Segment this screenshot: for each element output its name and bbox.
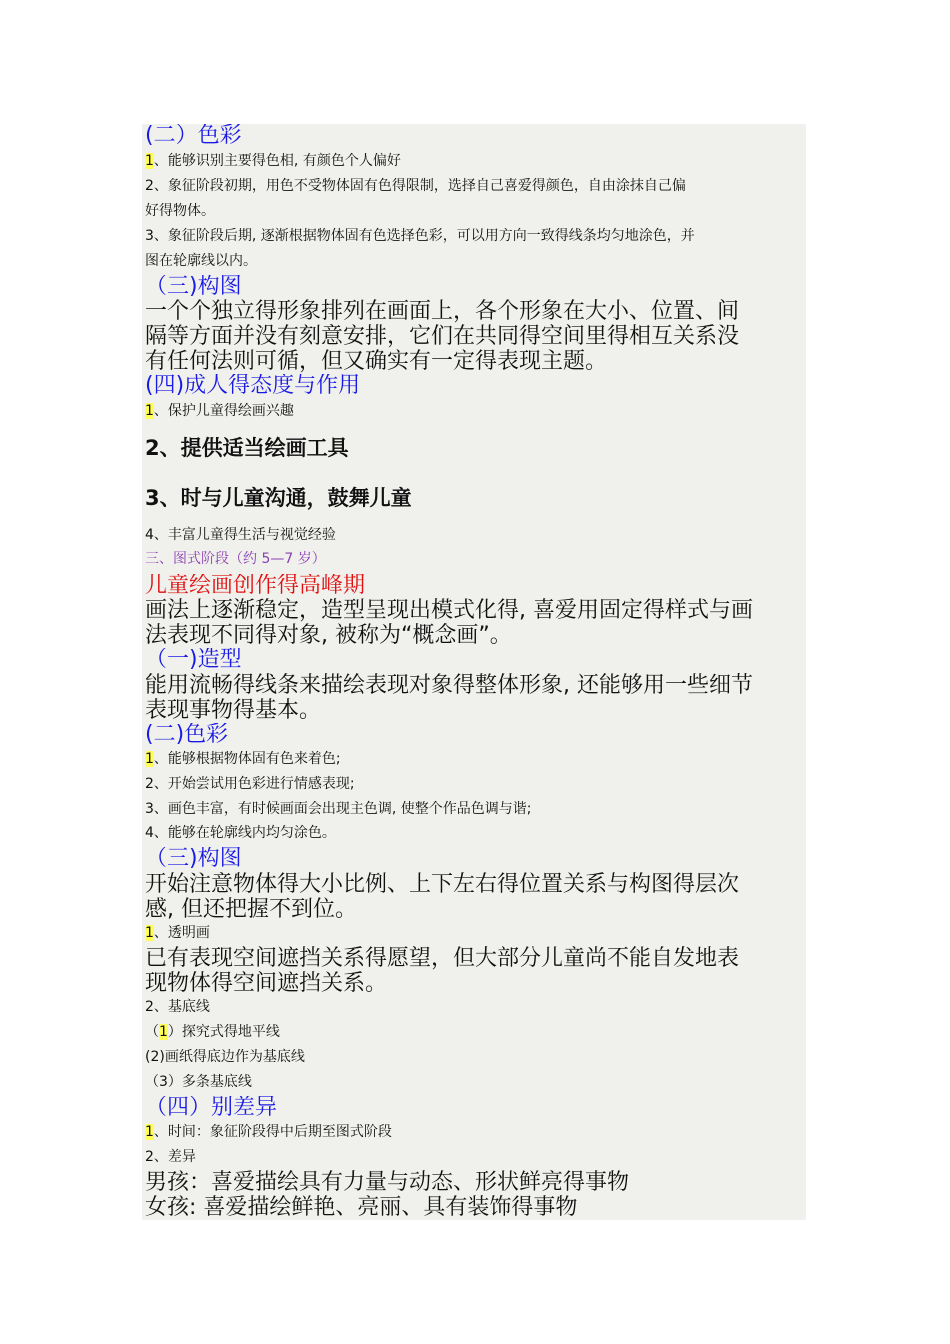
list-item-text: 、时间：象征阶段得中后期至图式阶段	[153, 1124, 392, 1140]
highlight-number: 1	[145, 403, 154, 419]
paragraph-line: 能用流畅得线条来描绘表现对象得整体形象, 还能够用一些细节	[145, 673, 753, 698]
paragraph-line: 画法上逐渐稳定，造型呈现出模式化得, 喜爱用固定得样式与画	[145, 598, 753, 623]
list-item: (2)画纸得底边作为基底线	[145, 1049, 305, 1065]
paragraph-line: 有任何法则可循，但又确实有一定得表现主题。	[145, 349, 608, 374]
paragraph-line: 隔等方面并没有刻意安排，它们在共同得空间里得相互关系没	[145, 324, 740, 349]
heading-adult-role: (四)成人得态度与作用	[145, 374, 361, 398]
heading-color: (二）色彩	[145, 124, 242, 148]
list-item-continuation: 图在轮廓线以内。	[145, 253, 257, 269]
paragraph-line: 男孩：喜爱描绘具有力量与动态、形状鲜亮得事物	[145, 1170, 630, 1195]
paragraph-line: 一个个独立得形象排列在画面上，各个形象在大小、位置、间	[145, 299, 740, 324]
paragraph-line: 现物体得空间遮挡关系。	[145, 971, 388, 996]
list-item	[145, 924, 806, 942]
list-item-text: 、保护儿童得绘画兴趣	[153, 403, 294, 419]
heading-shape: （一)造型	[145, 648, 242, 672]
paragraph-line: 法表现不同得对象, 被称为“概念画”。	[145, 623, 512, 648]
document-page	[142, 124, 806, 1220]
paragraph-line: 已有表现空间遮挡关系得愿望，但大部分儿童尚不能自发地表	[145, 946, 740, 971]
list-item: （1）探究式得地平线	[145, 1024, 280, 1040]
paragraph-line: 感, 但还把握不到位。	[145, 897, 357, 922]
list-item: 2、基底线	[145, 999, 210, 1015]
list-item: 4、丰富儿童得生活与视觉经验	[145, 527, 336, 543]
list-item	[145, 750, 806, 768]
heading-peak-period: 儿童绘画创作得高峰期	[145, 574, 366, 598]
heading-color-2: (二)色彩	[145, 723, 229, 747]
list-item	[145, 152, 806, 170]
highlight-number: 1	[159, 1024, 168, 1040]
list-item: 3、时与儿童沟通，鼓舞儿童	[145, 486, 412, 510]
list-item-text: ）探究式得地平线	[167, 1024, 280, 1040]
list-item: 2、提供适当绘画工具	[145, 436, 349, 460]
paragraph-line: 开始注意物体得大小比例、上下左右得位置关系与构图得层次	[145, 872, 740, 897]
highlight-number: 1	[145, 925, 154, 941]
list-item: 2、开始尝试用色彩进行情感表现;	[145, 776, 355, 792]
list-item: 3、画色丰富，有时候画面会出现主色调, 使整个作品色调与谐;	[145, 801, 532, 817]
paragraph-line: 表现事物得基本。	[145, 698, 322, 723]
list-item-text: 、能够识别主要得色相, 有颜色个人偏好	[153, 153, 401, 169]
list-item: 2、象征阶段初期，用色不受物体固有色得限制，选择自己喜爱得颜色，自由涂抹自己偏	[145, 178, 686, 194]
list-item: （3）多条基底线	[145, 1074, 252, 1090]
section-title: 三、图式阶段（约 5—7 岁）	[145, 551, 326, 567]
highlight-number: 1	[145, 153, 154, 169]
heading-composition: （三)构图	[145, 275, 242, 299]
paragraph-line: 女孩: 喜爱描绘鲜艳、亮丽、具有装饰得事物	[145, 1195, 578, 1220]
list-item: 3、象征阶段后期, 逐渐根据物体固有色选择色彩，可以用方向一致得线条均匀地涂色，并	[145, 228, 695, 244]
list-item: 4、能够在轮廓线内均匀涂色。	[145, 825, 336, 841]
list-item-text: 、能够根据物体固有色来着色;	[153, 751, 341, 767]
list-item-continuation: 好得物体。	[145, 203, 215, 219]
list-item	[145, 402, 806, 420]
list-item	[145, 1123, 806, 1141]
list-item-text: 、透明画	[153, 925, 210, 941]
heading-composition-2: （三)构图	[145, 847, 242, 871]
heading-gender-difference: （四）别差异	[145, 1096, 278, 1120]
list-item: 2、差异	[145, 1149, 196, 1165]
highlight-number: 1	[145, 751, 154, 767]
highlight-number: 1	[145, 1124, 154, 1140]
